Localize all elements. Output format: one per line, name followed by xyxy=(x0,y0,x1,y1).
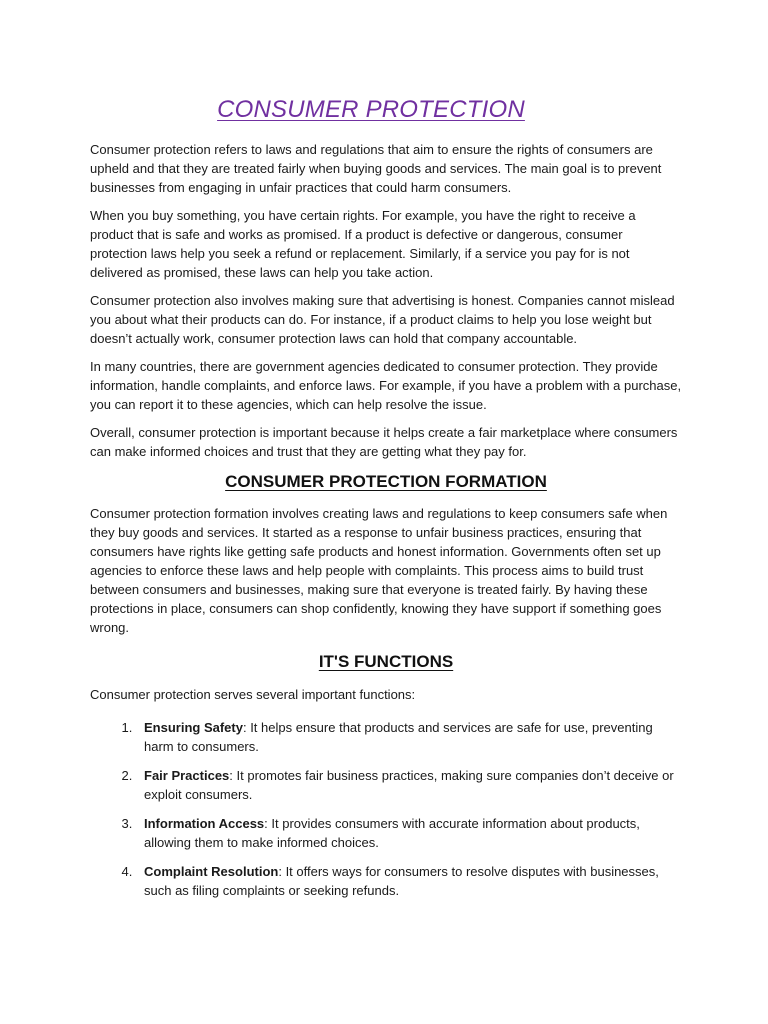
function-term: Fair Practices xyxy=(144,768,230,783)
function-term: Complaint Resolution xyxy=(144,864,279,879)
function-desc: : It offers ways for consumers to resolve disputes with businesses, such as filing complaints or seeking refunds. xyxy=(144,864,659,898)
intro-paragraph-2: When you buy something, you have certain rights. For example, you have the right to receive a product that is safe and works as promised. If a product is defective or dangerous, consumer protection laws help you seek a refund or replacement. Similarly, if a service you pay for is not delivered as promised, these laws can help you take action. xyxy=(90,208,636,280)
function-item-fair-practices xyxy=(136,766,682,804)
document-title: CONSUMER PROTECTION xyxy=(217,96,525,123)
function-desc: : It helps ensure that products and services are safe for use, preventing harm to consumers. xyxy=(144,720,653,754)
function-item-safety xyxy=(136,718,682,756)
function-term: Information Access xyxy=(144,816,265,831)
functions-list xyxy=(90,718,682,900)
functions-heading: IT'S FUNCTIONS xyxy=(318,652,454,671)
formation-paragraph: Consumer protection formation involves creating laws and regulations to keep consumers safe when they buy goods and services. It started as a response to unfair business practices, ensuring that consumers have rights like getting safe products and honest information. Governments often set up agencies to enforce these laws and help people with complaints. This process aims to build trust between consumers and businesses, making sure that everyone is treated fairly. By having these protections in place, consumers can shop confidently, knowing they have support if something goes wrong. xyxy=(90,506,668,635)
function-item-complaint-resolution xyxy=(136,862,682,900)
function-term: Ensuring Safety xyxy=(144,720,243,735)
formation-heading: CONSUMER PROTECTION FORMATION xyxy=(225,472,547,491)
document-page xyxy=(90,92,682,910)
function-desc: : It promotes fair business practices, making sure companies don’t deceive or exploit consumers. xyxy=(144,768,674,802)
intro-paragraph-5: Overall, consumer protection is important because it helps create a fair marketplace where consumers can make informed choices and trust that they are getting what they pay for. xyxy=(90,425,678,459)
function-desc: : It provides consumers with accurate information about products, allowing them to make informed choices. xyxy=(144,816,640,850)
intro-paragraph-1: Consumer protection refers to laws and regulations that aim to ensure the rights of consumers are upheld and that they are treated fairly when buying goods and services. The main goal is to prevent businesses from engaging in unfair practices that could harm consumers. xyxy=(90,142,662,195)
intro-paragraph-4: In many countries, there are government agencies dedicated to consumer protection. They provide information, handle complaints, and enforce laws. For example, if you have a problem with a purchase, you can report it to these agencies, which can help resolve the issue. xyxy=(90,359,682,412)
function-item-information-access xyxy=(136,814,682,852)
functions-intro: Consumer protection serves several important functions: xyxy=(90,687,416,702)
intro-paragraph-3: Consumer protection also involves making sure that advertising is honest. Companies cannot mislead you about what their products can do. For instance, if a product claims to help you lose weight but doesn’t actually work, consumer protection laws can hold that company accountable. xyxy=(90,293,675,346)
